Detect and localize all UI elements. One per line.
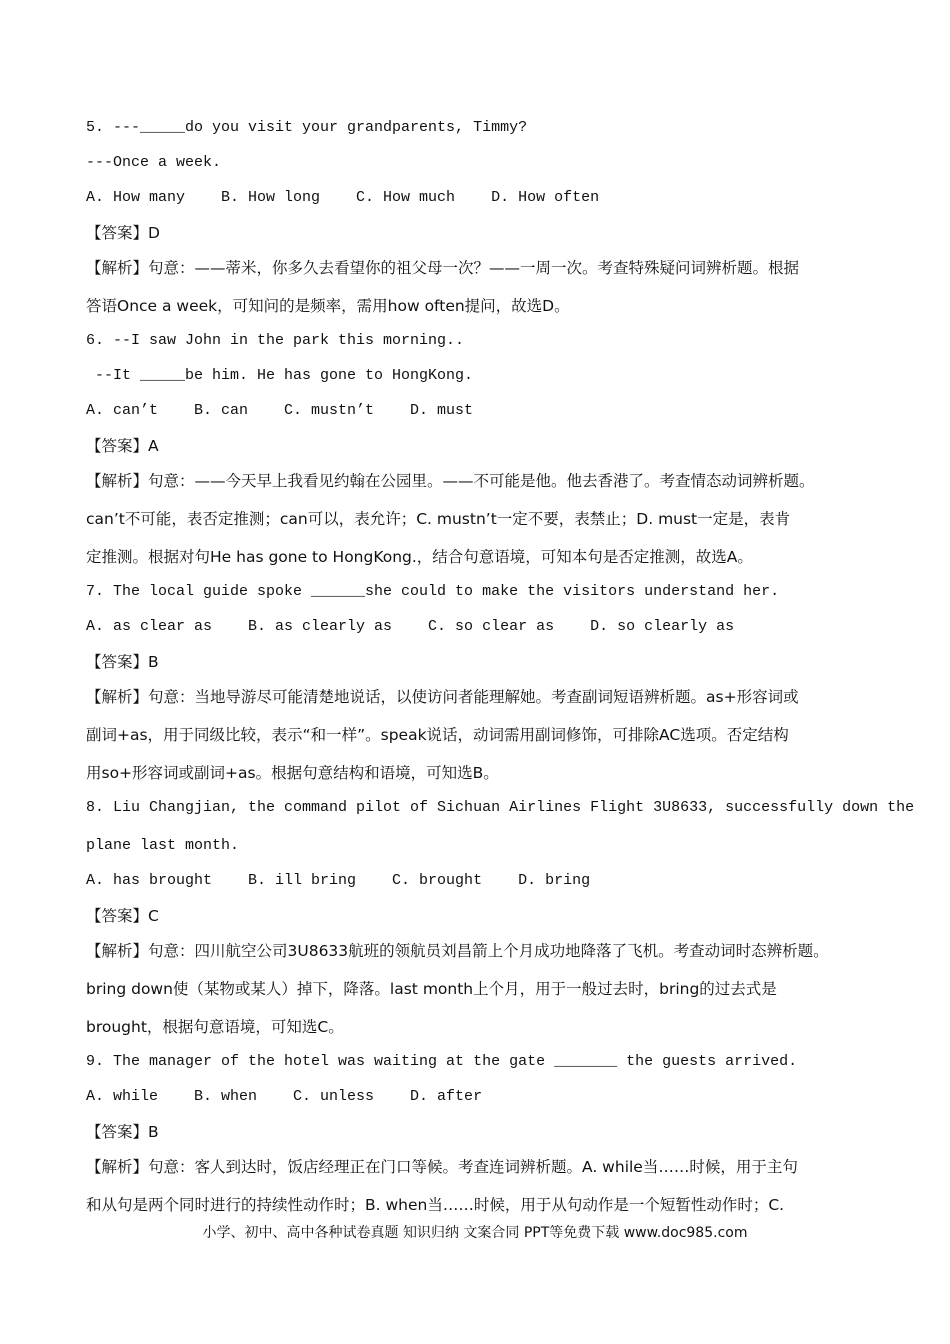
text-line: 【答案】C [86,907,159,925]
text-line: brought，根据句意语境，可知选C。 [86,1018,344,1036]
text-line: 和从句是两个同时进行的持续性动作时；B. when当……时候，用于从句动作是一个短暂性动作时；C. [86,1196,785,1214]
text-line: 定推测。根据对句He has gone to HongKong.，结合句意语境，可知本句是否定推测，故选A。 [86,548,753,566]
text-line: 【解析】句意：四川航空公司3U8633航班的领航员刘昌箭上个月成功地降落了飞机。考查动词时态辨析题。 [86,942,829,960]
text-line: can’t不可能，表否定推测；can可以，表允许；C. mustn’t一定不要，表禁止；D. must一定是，表肯 [86,510,791,528]
text-line: 【解析】句意：客人到达时，饭店经理正在门口等候。考查连词辨析题。A. while当……时候，用于主句 [86,1158,798,1176]
text-line: 【答案】B [86,653,159,671]
text-line: 【解析】句意：——蒂米，你多久去看望你的祖父母一次？——一周一次。考查特殊疑问词辨析题。根据 [86,259,800,277]
text-line: 副词+as，用于同级比较，表示“和一样”。speak说话，动词需用副词修饰，可排除AC选项。否定结构 [86,726,789,744]
text-line: 8. Liu Changjian, the command pilot of Sichuan Airlines Flight 3U8633, successfully down the [86,799,915,816]
text-line: 【解析】句意：——今天早上我看见约翰在公园里。——不可能是他。他去香港了。考查情态动词辨析题。 [86,472,815,490]
footer-text: 小学、初中、高中各种试卷真题 知识归纳 文案合同 PPT等免费下载 www.doc985.com [202,1225,748,1241]
text-line: 【答案】D [86,224,160,242]
text-line: 【答案】B [86,1123,159,1141]
text-line: A. while B. when C. unless D. after [86,1088,483,1105]
text-line: 5. ---_____do you visit your grandparents, Timmy? [86,119,528,136]
text-line: --It _____be him. He has gone to HongKong. [86,367,474,384]
text-line: ---Once a week. [86,154,222,171]
text-line: 用so+形容词或副词+as。根据句意结构和语境，可知选B。 [86,764,499,782]
text-line: A. can’t B. can C. mustn’t D. must [86,402,474,419]
text-line: A. has brought B. ill bring C. brought D. bring [86,872,591,889]
text-line: 答语Once a week，可知问的是频率，需用how often提问，故选D。 [86,297,570,315]
text-line: A. as clear as B. as clearly as C. so clear as D. so clearly as [86,618,735,635]
text-line: 9. The manager of the hotel was waiting at the gate _______ the guests arrived. [86,1053,798,1070]
text-line: 【解析】句意：当地导游尽可能清楚地说话，以使访问者能理解她。考查副词短语辨析题。as+形容词或 [86,688,799,706]
text-line: plane last month. [86,837,240,854]
text-line: 7. The local guide spoke ______she could to make the visitors understand her. [86,583,780,600]
text-line: 【答案】A [86,437,159,455]
text-line: A. How many B. How long C. How much D. How often [86,189,600,206]
text-line: 6. --I saw John in the park this morning.. [86,332,465,349]
text-line: bring down使（某物或某人）掉下，降落。last month上个月，用于一般过去时，bring的过去式是 [86,980,777,998]
